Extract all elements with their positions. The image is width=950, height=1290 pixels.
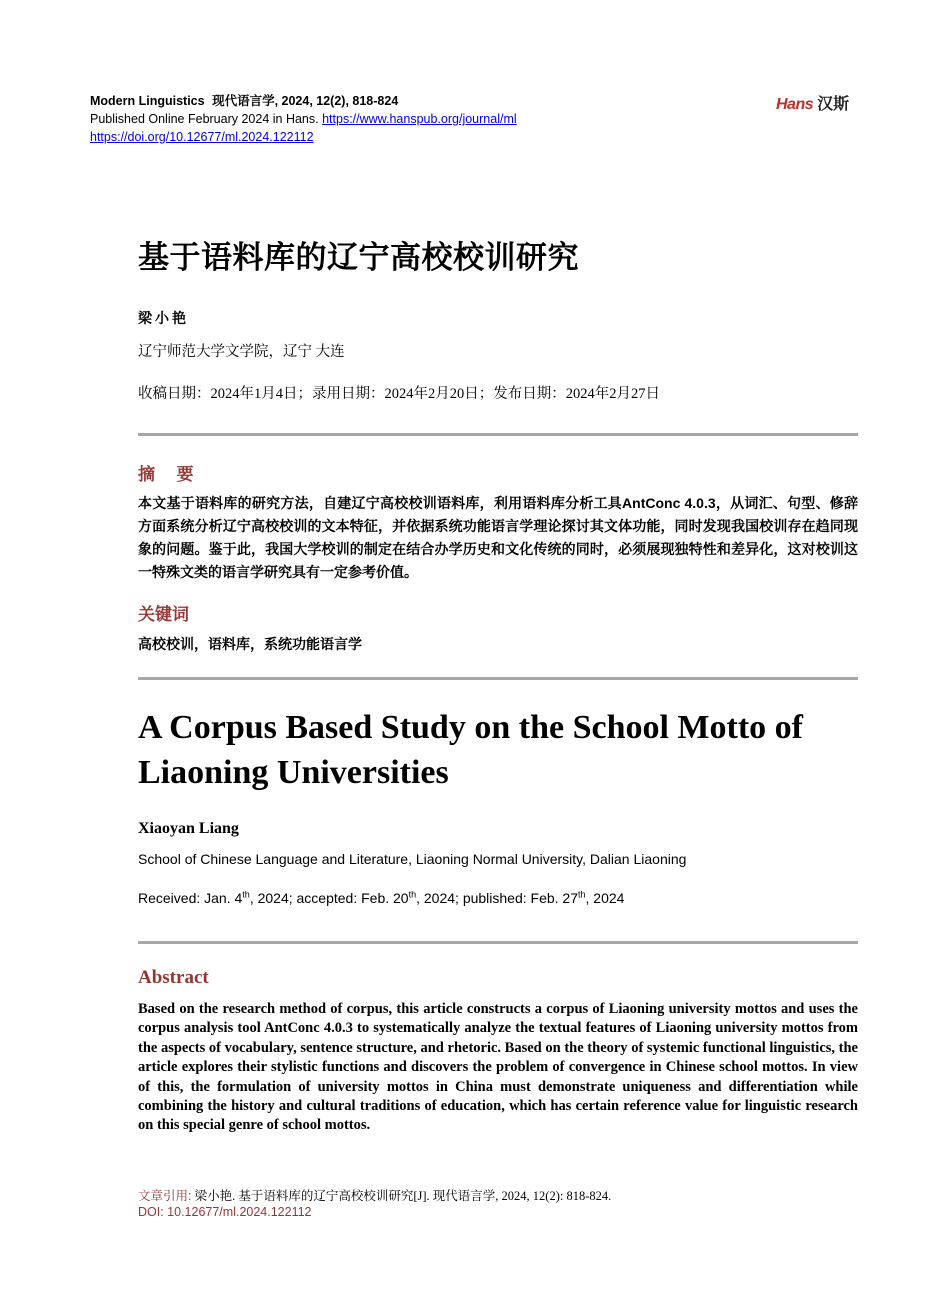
citation-text: 梁小艳. 基于语料库的辽宁高校校训研究[J]. 现代语言学, 2024, 12(2): 818-824.	[194, 1189, 612, 1203]
abstract-text-en: Based on the research method of corpus, this article constructs a corpus of Liaoning university mottos and uses the corpus analysis tool AntConc 4.0.3 to systematically analyze the textual features of Liaoning university mottos from the aspects of vocabulary, sentence structure, and rhetoric. Based on the theory of systemic functional linguistics, the article explores their stylistic functions and discovers the problem of convergence in Chinese school mottos. In view of this, the formulation of university mottos in China must demonstrate uniqueness and differentiation while combining the history and cultural traditions of education, which has certain reference value for linguistic research on this special genre of school mottos.	[138, 1001, 858, 1134]
dates-en	[138, 890, 624, 906]
accepted-label: , 2024; accepted: Feb. 20	[249, 890, 409, 906]
dates-cn: 收稿日期：2024年1月4日；录用日期：2024年2月20日；发布日期：2024年2月27日	[138, 386, 660, 402]
hans-logo	[776, 91, 849, 113]
page-title-cn: 基于语料库的辽宁高校校训研究	[138, 240, 579, 275]
citation-doi: DOI: 10.12677/ml.2024.122112	[138, 1205, 312, 1219]
divider	[138, 433, 858, 436]
author-en: Xiaoyan Liang	[138, 820, 239, 837]
abstract-heading-cn: 摘 要	[138, 465, 198, 484]
divider	[138, 941, 858, 944]
author-cn: 梁小艳	[138, 310, 189, 326]
divider	[138, 677, 858, 680]
page-title-en: A Corpus Based Study on the School Motto of Liaoning Universities	[138, 709, 803, 791]
journal-info-cn: 现代语言学, 2024, 12(2), 818-824	[212, 94, 399, 108]
abstract-heading-en: Abstract	[138, 967, 209, 988]
keywords-cn: 高校校训，语料库，系统功能语言学	[138, 636, 362, 652]
keywords-heading-cn: 关键词	[138, 605, 189, 624]
journal-name-en: Modern Linguistics	[90, 94, 205, 108]
citation	[138, 1186, 611, 1204]
affiliation-cn: 辽宁师范大学文学院，辽宁 大连	[138, 344, 345, 360]
affiliation-en: School of Chinese Language and Literature, Liaoning Normal University, Dalian Liaoning	[138, 851, 687, 867]
logo-hans-text: Hans	[776, 96, 814, 113]
year-tail: , 2024	[585, 890, 625, 906]
doi-url-link[interactable]: https://doi.org/10.12677/ml.2024.122112	[90, 130, 314, 144]
citation-label: 文章引用:	[138, 1189, 192, 1203]
journal-url-link[interactable]: https://www.hanspub.org/journal/ml	[322, 112, 517, 126]
accepted-sup: th	[408, 889, 417, 900]
received-sup: th	[242, 889, 250, 900]
journal-header	[90, 92, 690, 146]
published-sup: th	[578, 889, 586, 900]
abstract-text-cn: 本文基于语料库的研究方法，自建辽宁高校校训语料库，利用语料库分析工具AntConc 4.0.3，从词汇、句型、修辞方面系统分析辽宁高校校训的文本特征，并依据系统功能语言学理论探讨其文体功能，同时发现我国校训存在趋同现象的问题。鉴于此，我国大学校训的制定在结合办学历史和文化传统的同时，必须展现独特性和差异化，这对校训这一特殊文类的语言学研究具有一定参考价值。	[138, 495, 858, 580]
received-label: Received: Jan. 4	[138, 890, 243, 906]
published-label: , 2024; published: Feb. 27	[416, 890, 579, 906]
logo-cn-text: 汉斯	[817, 96, 850, 113]
published-online-text: Published Online February 2024 in Hans.	[90, 112, 319, 126]
